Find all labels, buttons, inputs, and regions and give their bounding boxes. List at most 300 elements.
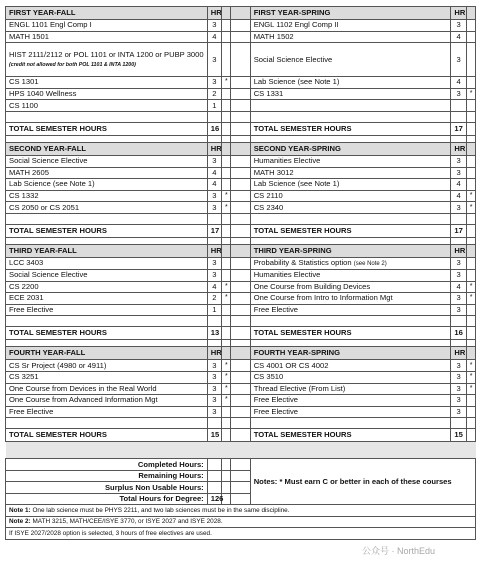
fall-c-required-mark: *: [222, 190, 231, 202]
spring-credit-hours: 3: [451, 304, 466, 316]
spring-course-cell: [250, 167, 451, 179]
course-name: Social Science Elective: [9, 270, 88, 280]
star-cell: [466, 327, 475, 340]
column-gap: [231, 179, 250, 191]
footnote-text: MATH 3215, MATH/CEE/ISYE 3770, or ISYE 2027 and ISYE 2028.: [32, 518, 223, 526]
fall-c-required-mark: [222, 257, 231, 269]
star-cell: [466, 429, 475, 442]
course-name: Humanities Elective: [253, 156, 321, 166]
course-row: [6, 100, 476, 112]
spacer: [451, 418, 466, 429]
star-header: [466, 244, 475, 257]
column-gap: [231, 142, 250, 155]
spring-course-cell: [250, 371, 451, 383]
course-name: Thread Elective (From List): [253, 383, 346, 393]
fall-course-cell: [6, 281, 208, 293]
summary-value: [207, 482, 221, 494]
spacer: [451, 316, 466, 327]
spring-credit-hours: 4: [451, 77, 466, 89]
summary-value: 126: [207, 493, 221, 505]
hr-header: HR: [207, 244, 221, 257]
column-gap: [231, 459, 250, 471]
spring-c-required-mark: [466, 269, 475, 281]
semester-total-row: [6, 224, 476, 237]
spring-credit-hours: 3: [451, 43, 466, 77]
fall-c-required-mark: [222, 269, 231, 281]
fall-credit-hours: 3: [207, 360, 221, 372]
spacer: [466, 316, 475, 327]
course-name: ENGL 1102 Engl Comp II: [253, 20, 339, 30]
fall-total-hours: 13: [207, 327, 221, 340]
course-name: Social Science Elective: [9, 156, 88, 166]
spring-credit-hours: 4: [451, 179, 466, 191]
course-name: Social Science Elective: [253, 55, 333, 65]
spring-credit-hours: 3: [451, 202, 466, 214]
column-gap: [231, 100, 250, 112]
star-header: [222, 244, 231, 257]
semester-total-row: [6, 429, 476, 442]
footnote-label: Note 2:: [9, 518, 31, 526]
semester-total-row: [6, 122, 476, 135]
course-row: [6, 190, 476, 202]
course-name: Lab Science (see Note 1): [253, 179, 340, 189]
fall-credit-hours: 4: [207, 179, 221, 191]
spring-course-cell: [250, 88, 451, 100]
star-cell: [222, 224, 231, 237]
fall-course-cell: [6, 155, 208, 167]
semester-header-row: [6, 347, 476, 360]
separator: [222, 237, 231, 244]
column-gap: [231, 406, 250, 418]
fall-credit-hours: 4: [207, 167, 221, 179]
spring-course-cell: [250, 43, 451, 77]
fall-course-cell: [6, 269, 208, 281]
fall-semester-title: THIRD YEAR-FALL: [6, 244, 208, 257]
summary-remaining: Remaining Hours:: [6, 470, 208, 482]
spring-credit-hours: 3: [451, 406, 466, 418]
fall-c-required-mark: *: [222, 383, 231, 395]
column-gap: [231, 383, 250, 395]
fall-credit-hours: 3: [207, 257, 221, 269]
fall-credit-hours: 3: [207, 406, 221, 418]
column-gap: [231, 304, 250, 316]
spring-course-cell: [250, 77, 451, 89]
spring-c-required-mark: [466, 155, 475, 167]
course-name: Free Elective: [9, 305, 54, 315]
fall-total-label: TOTAL SEMESTER HOURS: [6, 327, 208, 340]
spring-c-required-mark: [466, 167, 475, 179]
summary-value: [207, 459, 221, 471]
fall-c-required-mark: *: [222, 360, 231, 372]
fall-total-label: TOTAL SEMESTER HOURS: [6, 122, 208, 135]
course-row: [6, 371, 476, 383]
spring-c-required-mark: *: [466, 281, 475, 293]
spacer: [451, 213, 466, 224]
spacer-row: [6, 111, 476, 122]
spring-credit-hours: 3: [451, 167, 466, 179]
year-separator-row: [6, 340, 476, 347]
course-row: [6, 31, 476, 43]
course-name: HIST 2111/2112 or POL 1101 or INTA 1200 or PUBP 3000: [9, 49, 204, 59]
spring-course-cell: [250, 179, 451, 191]
semester-header-row: [6, 142, 476, 155]
star-cell: [222, 122, 231, 135]
fall-course-cell: [6, 190, 208, 202]
course-row: [6, 167, 476, 179]
spring-c-required-mark: [466, 179, 475, 191]
spring-c-required-mark: [466, 100, 475, 112]
spring-course-cell: [250, 257, 451, 269]
spring-semester-title: FIRST YEAR-SPRING: [250, 7, 451, 20]
separator: [451, 340, 466, 347]
spacer: [222, 316, 231, 327]
course-row: [6, 202, 476, 214]
footnote-text: One lab science must be PHYS 2211, and two lab sciences must be in the same discipline.: [32, 506, 290, 514]
hr-header: HR: [451, 7, 466, 20]
spring-c-required-mark: *: [466, 293, 475, 305]
column-gap: [231, 237, 250, 244]
notes-legend: Notes: * Must earn C or better in each of these courses: [250, 459, 475, 505]
star-cell: [466, 122, 475, 135]
summary-surplus: Surplus Non Usable Hours:: [6, 482, 208, 494]
column-gap: [231, 20, 250, 32]
column-gap: [231, 418, 250, 429]
course-name: One Course from Devices in the Real World: [9, 383, 157, 393]
spacer: [466, 418, 475, 429]
spacer-row: [6, 316, 476, 327]
footnote-row: [6, 516, 476, 528]
column-gap: [231, 347, 250, 360]
column-gap: [231, 316, 250, 327]
course-row: [6, 281, 476, 293]
semester-total-row: [6, 327, 476, 340]
spring-c-required-mark: [466, 43, 475, 77]
star-header: [466, 347, 475, 360]
spring-total-label: TOTAL SEMESTER HOURS: [250, 429, 451, 442]
fall-total-hours: 16: [207, 122, 221, 135]
spring-c-required-mark: *: [466, 202, 475, 214]
summary-band-row: [6, 442, 476, 459]
course-row: [6, 43, 476, 77]
fall-course-cell: [6, 77, 208, 89]
fall-course-cell: [6, 88, 208, 100]
spring-c-required-mark: *: [466, 360, 475, 372]
course-name: CS 4001 OR CS 4002: [253, 360, 329, 370]
fall-c-required-mark: *: [222, 293, 231, 305]
fall-course-cell: [6, 179, 208, 191]
star-header: [222, 142, 231, 155]
spring-c-required-mark: *: [466, 383, 475, 395]
course-name: ENGL 1101 Engl Comp I: [9, 20, 92, 30]
footnote: [6, 505, 476, 517]
spacer: [6, 316, 208, 327]
spring-course-cell: [250, 383, 451, 395]
footnote: [6, 516, 476, 528]
course-note: (credit not allowed for both POL 1101 & INTA 1200): [9, 61, 136, 68]
course-name: CS 2050 or CS 2051: [9, 202, 80, 212]
spring-credit-hours: 4: [451, 281, 466, 293]
course-note: (see Note 2): [353, 260, 387, 267]
fall-c-required-mark: [222, 167, 231, 179]
fall-course-cell: [6, 100, 208, 112]
course-row: [6, 395, 476, 407]
column-gap: [231, 213, 250, 224]
separator: [250, 237, 451, 244]
column-gap: [231, 340, 250, 347]
separator: [451, 237, 466, 244]
spring-course-cell: [250, 304, 451, 316]
course-name: CS Sr Project (4980 or 4911): [9, 360, 107, 370]
spacer-row: [6, 418, 476, 429]
footnote-text: If ISYE 2027/2028 option is selected, 3 hours of free electives are used.: [9, 529, 212, 537]
spring-course-cell: [250, 293, 451, 305]
fall-c-required-mark: [222, 88, 231, 100]
hr-header: HR: [207, 7, 221, 20]
degree-plan-body: [6, 7, 476, 540]
column-gap: [231, 135, 250, 142]
column-gap: [231, 244, 250, 257]
separator: [250, 340, 451, 347]
spacer: [207, 213, 221, 224]
separator: [6, 135, 208, 142]
spring-course-cell: [250, 269, 451, 281]
hr-header: HR: [451, 142, 466, 155]
column-gap: [231, 111, 250, 122]
fall-course-cell: [6, 167, 208, 179]
spring-credit-hours: 3: [451, 269, 466, 281]
star-header: [222, 7, 231, 20]
spring-course-cell: [250, 190, 451, 202]
column-gap: [231, 395, 250, 407]
course-name: CS 1301: [9, 77, 39, 87]
course-name: Free Elective: [253, 305, 299, 315]
column-gap: [231, 293, 250, 305]
course-name: ECE 2031: [9, 293, 44, 303]
spring-credit-hours: 3: [451, 395, 466, 407]
summary-value: [207, 470, 221, 482]
course-name: LCC 3403: [9, 258, 44, 268]
course-name: HPS 1040 Wellness: [9, 89, 77, 99]
spring-total-label: TOTAL SEMESTER HOURS: [250, 122, 451, 135]
separator: [222, 135, 231, 142]
spacer: [207, 111, 221, 122]
column-gap: [231, 88, 250, 100]
spacer-row: [6, 213, 476, 224]
course-name: One Course from Building Devices: [253, 281, 371, 291]
spring-c-required-mark: *: [466, 88, 475, 100]
fall-course-cell: [6, 360, 208, 372]
course-name: CS 3251: [9, 372, 39, 382]
fall-course-cell: [6, 371, 208, 383]
column-gap: [231, 327, 250, 340]
column-gap: [231, 155, 250, 167]
column-gap: [231, 122, 250, 135]
summary-total-label: Total Hours for Degree:: [6, 493, 208, 505]
column-gap: [231, 77, 250, 89]
column-gap: [231, 360, 250, 372]
fall-c-required-mark: [222, 304, 231, 316]
course-name: CS 3510: [253, 372, 284, 382]
spring-course-cell: [250, 395, 451, 407]
fall-c-required-mark: *: [222, 281, 231, 293]
star-header: [222, 347, 231, 360]
year-separator-row: [6, 135, 476, 142]
spring-c-required-mark: *: [466, 190, 475, 202]
fall-credit-hours: 1: [207, 304, 221, 316]
column-gap: [231, 482, 250, 494]
course-row: [6, 257, 476, 269]
spacer: [250, 213, 451, 224]
spring-total-label: TOTAL SEMESTER HOURS: [250, 224, 451, 237]
star-cell: [222, 470, 231, 482]
spacer: [207, 316, 221, 327]
fall-credit-hours: 3: [207, 20, 221, 32]
separator: [466, 135, 475, 142]
spacer: [250, 111, 451, 122]
semester-header-row: [6, 7, 476, 20]
spring-credit-hours: 3: [451, 383, 466, 395]
column-gap: [231, 470, 250, 482]
year-separator-row: [6, 237, 476, 244]
column-gap: [231, 371, 250, 383]
star-cell: [222, 459, 231, 471]
spring-c-required-mark: [466, 406, 475, 418]
fall-c-required-mark: [222, 31, 231, 43]
course-row: [6, 360, 476, 372]
separator: [250, 135, 451, 142]
spacer: [250, 316, 451, 327]
spring-c-required-mark: *: [466, 371, 475, 383]
course-name: One Course from Intro to Information Mgt: [253, 293, 393, 303]
column-gap: [231, 43, 250, 77]
course-name: Free Elective: [253, 406, 299, 416]
star-cell: [222, 327, 231, 340]
spring-credit-hours: 3: [451, 88, 466, 100]
separator: [222, 340, 231, 347]
spring-course-cell: [250, 281, 451, 293]
spring-credit-hours: 4: [451, 31, 466, 43]
fall-c-required-mark: [222, 406, 231, 418]
spring-total-hours: 16: [451, 327, 466, 340]
fall-course-cell: [6, 406, 208, 418]
column-gap: [231, 224, 250, 237]
hr-header: HR: [207, 347, 221, 360]
fall-c-required-mark: [222, 155, 231, 167]
spring-credit-hours: 3: [451, 360, 466, 372]
course-row: [6, 293, 476, 305]
separator: [451, 135, 466, 142]
spring-total-hours: 17: [451, 224, 466, 237]
spacer: [466, 111, 475, 122]
spring-course-cell: [250, 31, 451, 43]
column-gap: [231, 429, 250, 442]
course-name: CS 2340: [253, 202, 284, 212]
spring-credit-hours: 3: [451, 20, 466, 32]
star-header: [466, 142, 475, 155]
fall-credit-hours: 3: [207, 395, 221, 407]
spring-total-label: TOTAL SEMESTER HOURS: [250, 327, 451, 340]
spacer: [6, 213, 208, 224]
fall-semester-title: FIRST YEAR-FALL: [6, 7, 208, 20]
hr-header: HR: [451, 244, 466, 257]
fall-course-cell: [6, 293, 208, 305]
fall-credit-hours: 3: [207, 383, 221, 395]
fall-c-required-mark: *: [222, 202, 231, 214]
fall-credit-hours: 4: [207, 31, 221, 43]
fall-credit-hours: 3: [207, 43, 221, 77]
spring-course-cell: [250, 155, 451, 167]
fall-credit-hours: 4: [207, 281, 221, 293]
fall-total-hours: 17: [207, 224, 221, 237]
course-row: [6, 304, 476, 316]
course-name: Probability & Statistics option: [253, 257, 352, 267]
summary-row: [6, 459, 476, 471]
course-name: CS 1332: [9, 191, 39, 201]
separator: [6, 237, 208, 244]
course-name: Lab Science (see Note 1): [253, 77, 340, 87]
fall-semester-title: FOURTH YEAR-FALL: [6, 347, 208, 360]
spring-course-cell: [250, 20, 451, 32]
course-name: Free Elective: [253, 395, 299, 405]
footnote: [6, 528, 476, 540]
spring-semester-title: THIRD YEAR-SPRING: [250, 244, 451, 257]
column-gap: [231, 202, 250, 214]
separator: [207, 237, 221, 244]
spacer: [6, 111, 208, 122]
spring-c-required-mark: [466, 77, 475, 89]
spacer: [222, 111, 231, 122]
separator: [466, 340, 475, 347]
course-row: [6, 155, 476, 167]
course-name: MATH 2605: [9, 167, 49, 177]
course-name: Lab Science (see Note 1): [9, 179, 95, 189]
star-header: [466, 7, 475, 20]
course-name: One Course from Advanced Information Mgt: [9, 395, 158, 405]
fall-course-cell: [6, 304, 208, 316]
spring-c-required-mark: [466, 304, 475, 316]
spacer: [6, 418, 208, 429]
fall-c-required-mark: *: [222, 371, 231, 383]
spring-c-required-mark: [466, 257, 475, 269]
separator: [207, 135, 221, 142]
course-row: [6, 88, 476, 100]
spacer: [250, 418, 451, 429]
spring-c-required-mark: [466, 395, 475, 407]
fall-c-required-mark: *: [222, 77, 231, 89]
column-gap: [231, 190, 250, 202]
spring-course-cell: [250, 100, 451, 112]
column-gap: [231, 7, 250, 20]
course-row: [6, 269, 476, 281]
separator: [6, 340, 208, 347]
fall-credit-hours: 3: [207, 371, 221, 383]
fall-credit-hours: 1: [207, 100, 221, 112]
fall-c-required-mark: [222, 20, 231, 32]
spring-total-hours: 17: [451, 122, 466, 135]
spring-course-cell: [250, 406, 451, 418]
spacer: [222, 418, 231, 429]
fall-total-label: TOTAL SEMESTER HOURS: [6, 224, 208, 237]
fall-course-cell: [6, 257, 208, 269]
spring-credit-hours: 3: [451, 257, 466, 269]
column-gap: [231, 31, 250, 43]
course-row: [6, 383, 476, 395]
fall-credit-hours: 2: [207, 293, 221, 305]
course-row: [6, 20, 476, 32]
course-name: MATH 1501: [9, 31, 49, 41]
fall-c-required-mark: *: [222, 395, 231, 407]
fall-course-cell: [6, 31, 208, 43]
